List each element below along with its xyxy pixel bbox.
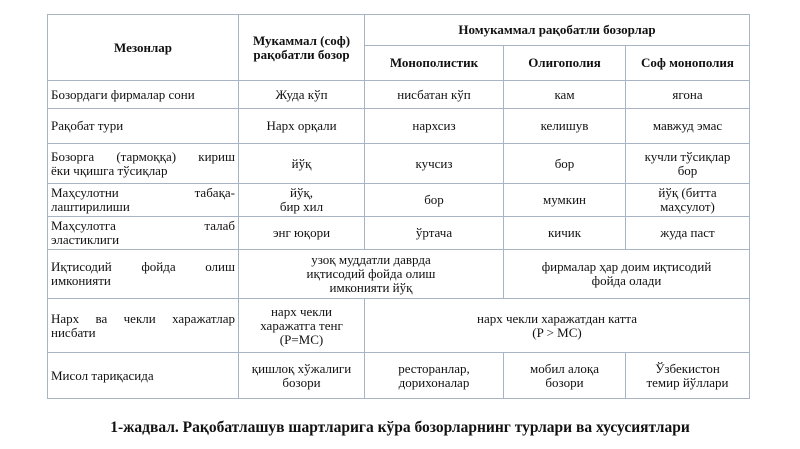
header-pure-monopoly: Соф монополия <box>626 46 750 81</box>
row-label-line: Нарх ва чекли харажатлар <box>51 310 235 326</box>
row-label-line: Иқтисодий фойда олиш <box>51 259 235 274</box>
row-label-line: эластиклиги <box>51 232 120 247</box>
cell <box>626 144 750 184</box>
cell-line: темир йўллари <box>646 374 729 390</box>
row-label <box>48 184 239 217</box>
table-caption: 1-жадвал. Рақобатлашув шартларига кўра бозорларнинг турлари ва хусусиятлари <box>110 419 690 436</box>
row-label-line: Маҳсулотга талаб <box>51 218 235 233</box>
cell-line: узоқ муддатли даврда <box>311 252 431 267</box>
cell-merged <box>239 250 504 299</box>
cell-line: мобил алоқа <box>530 360 599 376</box>
cell: келишув <box>504 109 626 144</box>
cell: Жуда кўп <box>239 81 365 109</box>
cell: кучсиз <box>365 144 504 184</box>
cell-line: Ўзбекистон <box>655 360 720 376</box>
header-oligopoly: Олигополия <box>504 46 626 81</box>
row-label <box>48 144 239 184</box>
markets-table <box>47 14 750 399</box>
table-row <box>48 109 750 144</box>
row-label-line: Бозорга (тармоққа) кириш <box>51 148 235 164</box>
row-label <box>48 299 239 353</box>
cell-line: нарх чекли харажатдан катта <box>476 310 638 326</box>
cell-line: қишлоқ хўжалиги <box>251 360 352 376</box>
cell <box>626 353 750 399</box>
row-label <box>48 250 239 299</box>
cell: нархсиз <box>365 109 504 144</box>
cell-line: бозори <box>282 374 321 390</box>
cell-line: фирмалар ҳар доим иқтисодий <box>541 259 712 274</box>
header-perfect-competition: Мукаммал (соф) рақобатли бозор <box>239 15 365 81</box>
cell-line: бозори <box>545 374 584 390</box>
cell: йўқ <box>239 144 365 184</box>
table-row <box>48 144 750 184</box>
cell-line: (P > MC) <box>532 324 582 340</box>
table-row <box>48 250 750 299</box>
header-imperfect-competition: Номукаммал рақобатли бозорлар <box>365 15 750 46</box>
header-criteria: Мезонлар <box>48 15 239 81</box>
cell-line: фойда олади <box>591 273 662 288</box>
row-label: Рақобат тури <box>48 109 239 144</box>
cell: бор <box>504 144 626 184</box>
cell: ўртача <box>365 217 504 250</box>
cell: ягона <box>626 81 750 109</box>
cell: бор <box>365 184 504 217</box>
cell-line: бор <box>677 162 698 178</box>
cell-line: харажатга тенг <box>260 317 343 333</box>
cell-line: (P=MC) <box>279 331 324 347</box>
table-row <box>48 184 750 217</box>
row-label: Мисол тариқасида <box>48 353 239 399</box>
row-label <box>48 217 239 250</box>
cell-line: маҳсулот) <box>660 199 715 214</box>
header-monopolistic: Монополистик <box>365 46 504 81</box>
cell-line: кучли тўсиқлар <box>644 148 731 164</box>
cell-line: иқтисодий фойда олиш <box>306 266 436 281</box>
cell-line: имконияти йўқ <box>329 280 413 295</box>
cell: кичик <box>504 217 626 250</box>
cell-line: йўқ, <box>289 185 314 200</box>
cell: мавжуд эмас <box>626 109 750 144</box>
cell <box>239 299 365 353</box>
cell-line: ресторанлар, <box>398 360 470 376</box>
cell <box>626 184 750 217</box>
row-label-line: ёки чқишга тўсиқлар <box>51 162 168 178</box>
cell: мумкин <box>504 184 626 217</box>
cell: энг юқори <box>239 217 365 250</box>
cell <box>239 353 365 399</box>
row-label-line: нисбати <box>51 324 96 340</box>
table-row <box>48 81 750 109</box>
cell-line: нарх чекли <box>270 303 333 319</box>
cell <box>504 353 626 399</box>
cell <box>365 353 504 399</box>
cell: Нарх орқали <box>239 109 365 144</box>
row-label: Бозордаги фирмалар сони <box>48 81 239 109</box>
table-row <box>48 299 750 353</box>
cell <box>239 184 365 217</box>
cell-merged <box>504 250 750 299</box>
table-row <box>48 217 750 250</box>
row-label-line: Маҳсулотни табақа- <box>51 185 235 200</box>
cell: жуда паст <box>626 217 750 250</box>
row-label-line: лаштирилиши <box>51 199 130 214</box>
cell-line: дорихоналар <box>398 374 470 390</box>
row-label-line: имконияти <box>51 273 111 288</box>
cell: нисбатан кўп <box>365 81 504 109</box>
cell-merged <box>365 299 750 353</box>
table-row <box>48 353 750 399</box>
cell: кам <box>504 81 626 109</box>
cell-line: йўқ (битта <box>658 185 717 200</box>
cell-line: бир хил <box>279 199 324 214</box>
